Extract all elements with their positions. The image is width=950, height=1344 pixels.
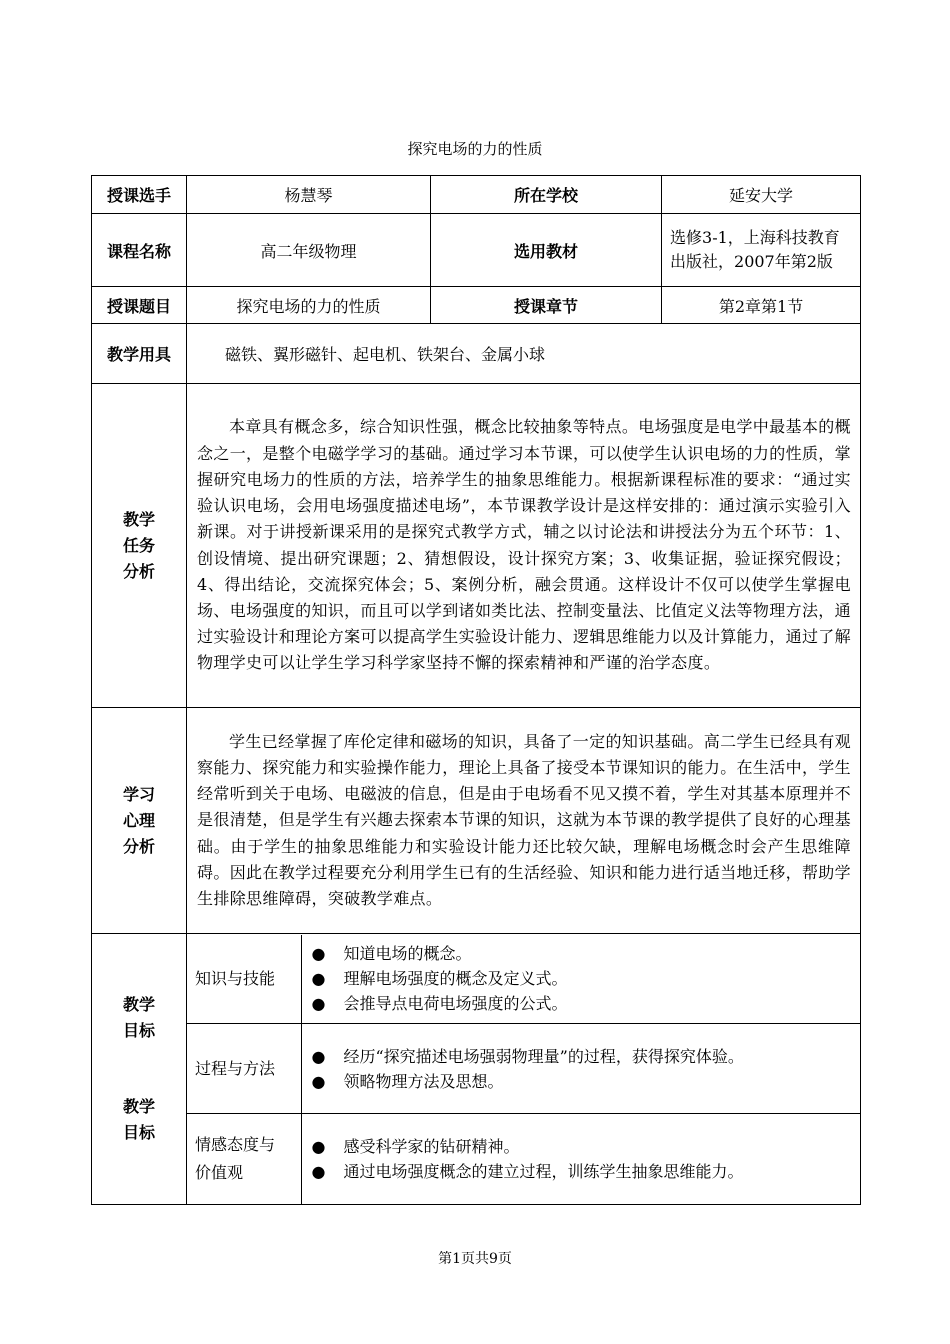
- task-row: [92, 384, 861, 708]
- goals-label-line: 教学: [122, 995, 155, 1014]
- teacher-row: [92, 176, 861, 214]
- psych-label: [92, 708, 187, 934]
- knowledge-row: [187, 935, 860, 1024]
- tools-label: 教学用具: [92, 324, 187, 384]
- psych-row: [92, 708, 861, 934]
- bullet-icon: ●: [311, 1071, 326, 1091]
- topic-label: 授课题目: [92, 287, 187, 324]
- bullet-icon: ●: [311, 994, 326, 1014]
- list-item: ● 经历“探究描述电场强弱物理量”的过程，获得探究体验。: [312, 1044, 861, 1069]
- school-label: 所在学校: [431, 176, 662, 214]
- goals-table: [187, 935, 860, 1204]
- process-row: [187, 1024, 860, 1114]
- topic-row: [92, 287, 861, 324]
- bullet-icon: ●: [311, 1046, 326, 1066]
- psych-label-line: 心理: [122, 810, 155, 830]
- course-label: 课程名称: [92, 214, 187, 287]
- process-label: 过程与方法: [187, 1024, 301, 1114]
- tools-value: 磁铁、翼形磁针、起电机、铁架台、金属小球: [187, 324, 861, 384]
- emotion-label-line: 价值观: [195, 1162, 244, 1182]
- bullet-icon: ●: [311, 1161, 326, 1181]
- goals-label-line: 教学: [122, 1097, 155, 1116]
- document-title: 探究电场的力的性质: [407, 140, 543, 158]
- course-value: 高二年级物理: [187, 214, 431, 287]
- task-label-line: 分析: [122, 561, 155, 581]
- tools-row: [92, 324, 861, 384]
- page-footer: 第1页共9页: [438, 1251, 512, 1267]
- school-value: 延安大学: [662, 176, 861, 214]
- chapter-label: 授课章节: [431, 287, 662, 324]
- process-items: [301, 1024, 860, 1114]
- topic-value: 探究电场的力的性质: [187, 287, 431, 324]
- task-label: [92, 384, 187, 708]
- goals-label-line: 目标: [122, 1021, 155, 1040]
- list-item: ● 理解电场强度的概念及定义式。: [312, 966, 861, 991]
- textbook-value: 选修3-1，上海科技教育出版社，2007年第2版: [662, 214, 861, 287]
- list-item: ● 领略物理方法及思想。: [312, 1069, 861, 1094]
- bullet-icon: ●: [311, 1136, 326, 1156]
- list-item: ● 知道电场的概念。: [312, 941, 861, 966]
- psych-paragraph: 学生已经掌握了库伦定律和磁场的知识，具备了一定的知识基础。高二学生已经具有观察能力、探究能力和实验操作能力，理论上具备了接受本节课知识的能力。在生活中，学生经常听到关于电场、电磁波的信息，但是由于电场看不见又摸不着，学生对其基本原理并不是很清楚，但是学生有兴趣去探索本节课的知识，这就为本节课的教学提供了良好的心理基础。由于学生的抽象思维能力和实验设计能力还比较欠缺，理解电场概念时会产生思维障碍。因此在教学过程要充分利用学生已有的生活经验、知识和能力进行适当地迁移，帮助学生排除思维障碍，突破教学难点。: [197, 731, 852, 908]
- emotion-label-line: 情感态度与: [195, 1134, 276, 1154]
- list-item: ● 感受科学家的钻研精神。: [312, 1134, 861, 1159]
- knowledge-items: [301, 935, 860, 1024]
- emotion-items: [301, 1114, 860, 1204]
- list-item: ● 会推导点电荷电场强度的公式。: [312, 991, 861, 1016]
- knowledge-label: 知识与技能: [187, 935, 301, 1024]
- task-paragraph: 本章具有概念多，综合知识性强，概念比较抽象等特点。电场强度是电学中最基本的概念之一，是整个电磁学学习的基础。通过学习本节课，可以使学生认识电场的力的性质，掌握研究电场力的性质的方法，培养学生的抽象思维能力。根据新课程标准的要求：“通过实验认识电场，会用电场强度描述电场”，本节课教学设计是这样安排的：通过演示实验引入新课。对于讲授新课采用的是探究式教学方式，辅之以讨论法和讲授法分为五个环节：1、创设情境、提出研究课题；2、猜想假设，设计探究方案；3、收集证据，验证探究假设；4、得出结论，交流探究体会；5、案例分析，融会贯通。这样设计不仅可以使学生掌握电场、电场强度的知识，而且可以学到诸如类比法、控制变量法、比值定义法等物理方法，通过实验设计和理论方案可以提高学生实验设计能力、逻辑思维能力以及计算能力，通过了解物理学史可以让学生学习科学家坚持不懈的探索精神和严谨的治学态度。: [197, 417, 852, 673]
- task-label-line: 教学: [122, 509, 155, 529]
- emotion-label: [187, 1114, 301, 1204]
- task-text: [187, 384, 861, 708]
- psych-text: [187, 708, 861, 934]
- chapter-value: 第2章第1节: [662, 287, 861, 324]
- bullet-icon: ●: [311, 969, 326, 989]
- task-label-line: 任务: [122, 535, 155, 555]
- psych-label-line: 学习: [122, 784, 155, 804]
- emotion-row: [187, 1114, 860, 1204]
- bullet-icon: ●: [311, 944, 326, 964]
- teacher-value: 杨慧琴: [187, 176, 431, 214]
- textbook-label: 选用教材: [431, 214, 662, 287]
- psych-label-line: 分析: [122, 836, 155, 856]
- course-row: [92, 214, 861, 287]
- lesson-plan-table: [91, 175, 861, 1205]
- list-item: ● 通过电场强度概念的建立过程，训练学生抽象思维能力。: [312, 1159, 861, 1184]
- goals-content: [187, 934, 861, 1205]
- teacher-label: 授课选手: [92, 176, 187, 214]
- goals-label: [92, 934, 187, 1205]
- goals-row: [92, 934, 861, 1205]
- goals-label-line: 目标: [122, 1123, 155, 1142]
